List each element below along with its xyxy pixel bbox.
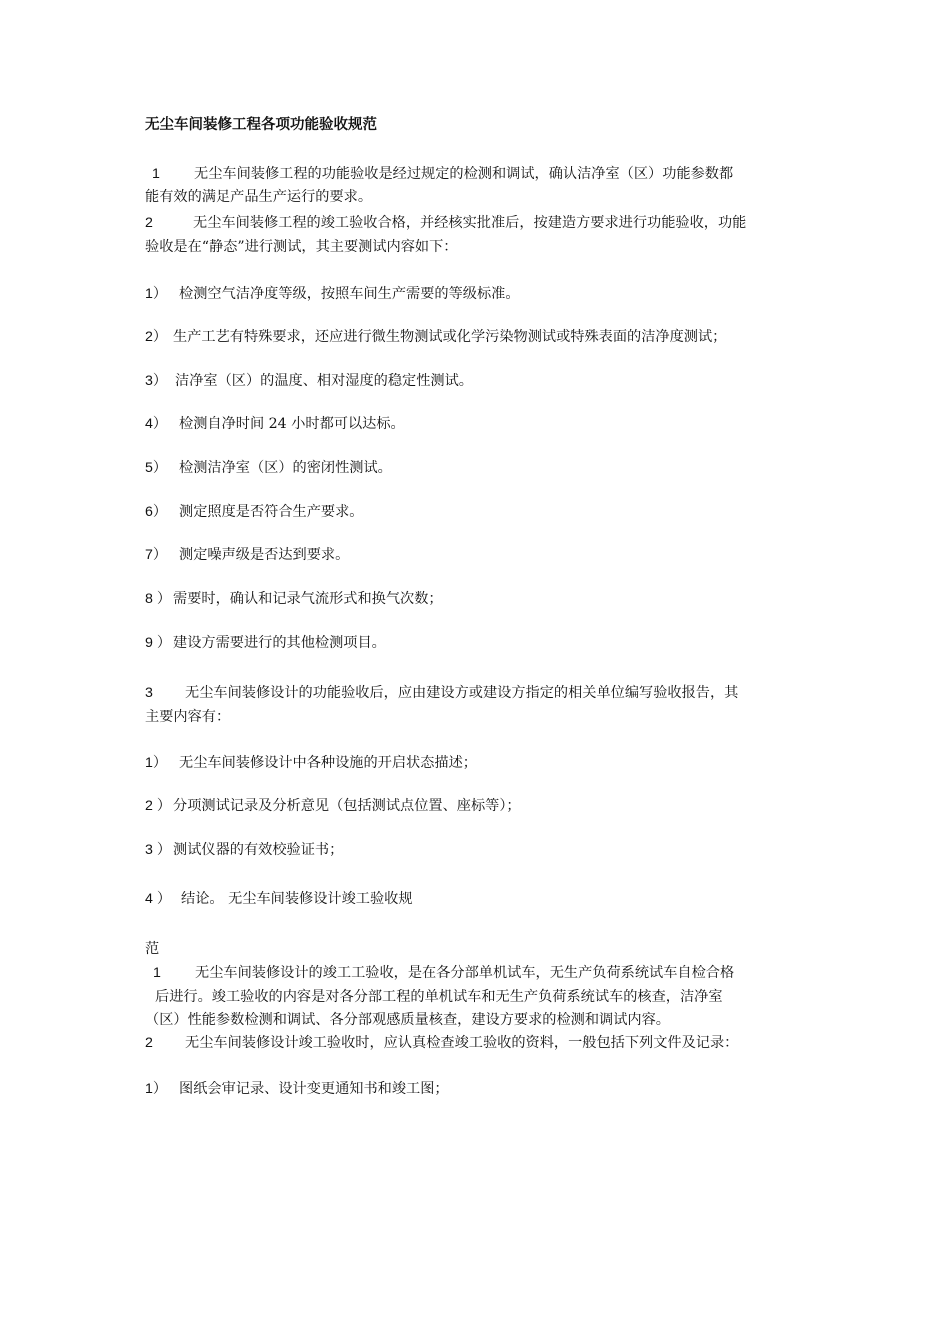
paragraph-4-line-3: （区）性能参数检测和调试、各分部观感质量核查，建设方要求的检测和调试内容。 xyxy=(145,1012,670,1028)
paragraph-1-line-1 xyxy=(152,165,733,183)
list-text: 检测洁净室（区）的密闭性测试。 xyxy=(179,460,392,476)
list-text: 检测自净时间 24 小时都可以达标。 xyxy=(179,416,405,432)
list-text: 无尘车间装修设计中各种设施的开启状态描述； xyxy=(179,755,477,771)
paragraph-number: 1 xyxy=(153,965,161,981)
paragraph-text: 无尘车间装修工程的竣工验收合格，并经核实批准后，按建造方要求进行功能验收，功能 xyxy=(193,215,747,231)
paragraph-number: 1 xyxy=(152,166,160,182)
list-item xyxy=(145,285,520,303)
list-text: 检测空气洁净度等级，按照车间生产需要的等级标准。 xyxy=(179,286,520,302)
paragraph-2-line-2: 验收是在“静态”进行测试，其主要测试内容如下： xyxy=(145,239,458,255)
list-number: 2 ） xyxy=(145,798,172,814)
list-item xyxy=(145,459,392,477)
paragraph-text: 无尘车间装修工程的功能验收是经过规定的检测和调试，确认洁净室（区）功能参数都 xyxy=(194,166,734,182)
list-item xyxy=(145,590,443,608)
list-number: 7） xyxy=(145,547,168,563)
paragraph-number: 2 xyxy=(145,215,153,231)
list-number: 1） xyxy=(145,1081,168,1097)
list-number: 4 ） xyxy=(145,891,172,907)
list-text: 生产工艺有特殊要求，还应进行微生物测试或化学污染物测试或特殊表面的洁净度测试； xyxy=(173,329,727,345)
list-text: 结论。 无尘车间装修设计竣工验收规 xyxy=(181,891,413,907)
paragraph-3-line-1 xyxy=(145,684,738,702)
list-text: 洁净室（区）的温度、相对湿度的稳定性测试。 xyxy=(175,373,473,389)
list-item xyxy=(145,546,349,564)
list-item xyxy=(145,841,343,859)
paragraph-number: 3 xyxy=(145,685,153,701)
paragraph-5-line-1 xyxy=(145,1034,738,1052)
list-number: 1） xyxy=(145,755,168,771)
list-text: 需要时，确认和记录气流形式和换气次数； xyxy=(173,591,443,607)
list-item xyxy=(145,797,521,815)
list-item xyxy=(145,415,405,433)
list-number: 2） xyxy=(145,329,168,345)
paragraph-text: 无尘车间装修设计竣工验收时，应认真检查竣工验收的资料，一般包括下列文件及记录： xyxy=(185,1035,739,1051)
list-text: 建设方需要进行的其他检测项目。 xyxy=(173,635,386,651)
paragraph-3-line-2: 主要内容有： xyxy=(145,709,231,725)
list-text: 测定噪声级是否达到要求。 xyxy=(179,547,350,563)
list-text: 测试仪器的有效校验证书； xyxy=(173,842,344,858)
paragraph-2-line-1 xyxy=(145,214,746,232)
list-number: 5） xyxy=(145,460,168,476)
paragraph-number: 2 xyxy=(145,1035,153,1051)
list-item xyxy=(145,1080,449,1098)
list-number: 3） xyxy=(145,373,168,389)
list-number: 8 ） xyxy=(145,591,172,607)
list-text: 图纸会审记录、设计变更通知书和竣工图； xyxy=(179,1081,449,1097)
list-number: 1） xyxy=(145,286,168,302)
paragraph-1-line-2: 能有效的满足产品生产运行的要求。 xyxy=(145,189,373,205)
list-number: 4） xyxy=(145,416,168,432)
paragraph-4-line-1 xyxy=(153,964,734,982)
list-text: 测定照度是否符合生产要求。 xyxy=(179,504,364,520)
list-number: 9 ） xyxy=(145,635,172,651)
list-item xyxy=(145,372,473,390)
list-number: 3 ） xyxy=(145,842,172,858)
list-item xyxy=(145,890,413,908)
list-text: 分项测试记录及分析意见（包括测试点位置、座标等）； xyxy=(173,798,521,814)
list-item xyxy=(145,754,477,772)
list-item xyxy=(145,503,363,521)
continuation-text: 范 xyxy=(145,941,160,957)
paragraph-text: 无尘车间装修设计的功能验收后，应由建设方或建设方指定的相关单位编写验收报告，其 xyxy=(185,685,739,701)
document-title: 无尘车间装修工程各项功能验收规范 xyxy=(145,117,377,133)
paragraph-text: 无尘车间装修设计的竣工工验收，是在各分部单机试车，无生产负荷系统试车自检合格 xyxy=(195,965,735,981)
list-number: 6） xyxy=(145,504,168,520)
list-item xyxy=(145,328,726,346)
list-item xyxy=(145,634,386,652)
paragraph-4-line-2: 后进行。竣工验收的内容是对各分部工程的单机试车和无生产负荷系统试车的核查，洁净室 xyxy=(155,989,723,1005)
